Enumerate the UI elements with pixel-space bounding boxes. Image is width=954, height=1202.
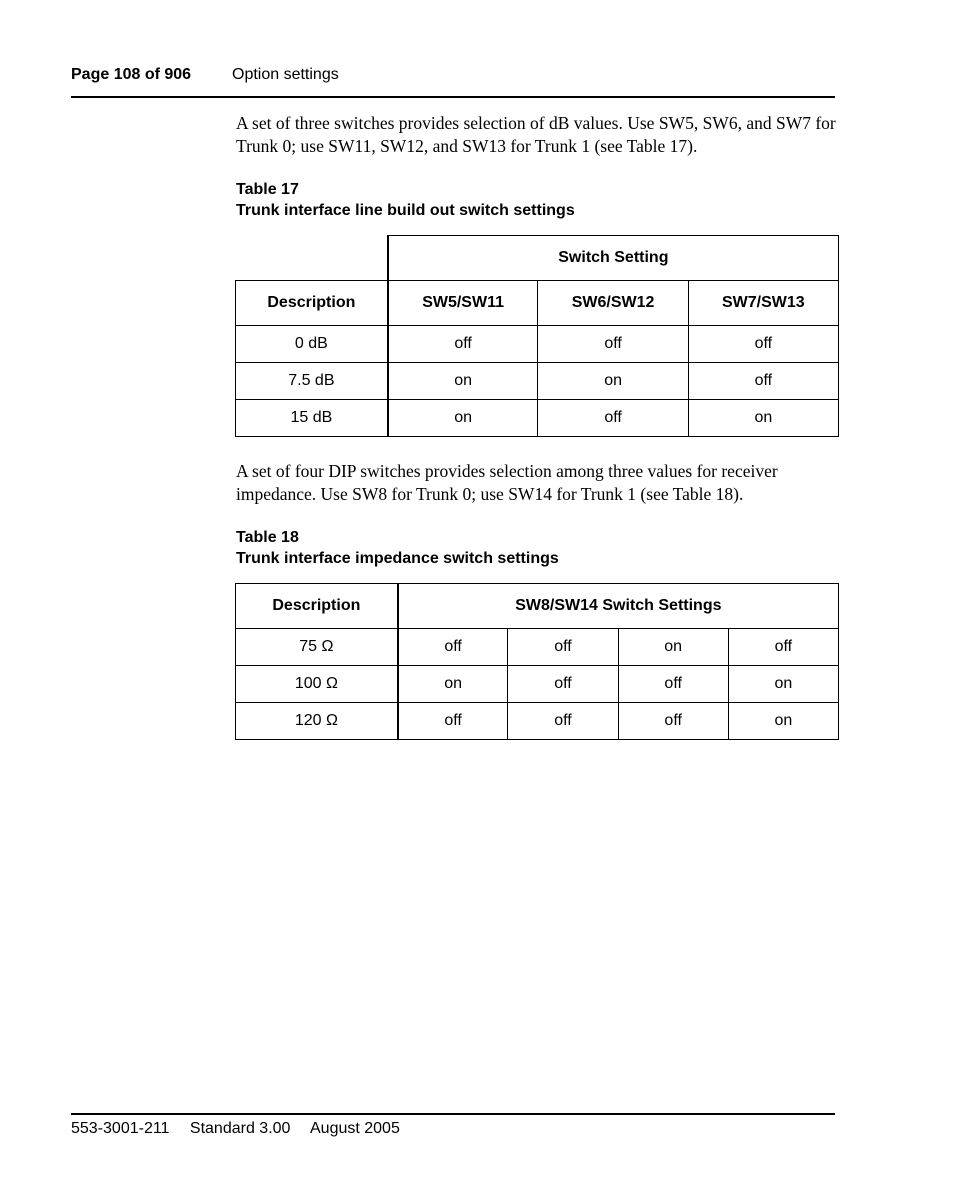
column-header-cell: SW7/SW13 [688, 281, 838, 326]
table-cell: on [538, 363, 688, 400]
description-header-cell: Description [236, 281, 388, 326]
table-cell: on [618, 629, 728, 666]
table-cell: off [688, 326, 838, 363]
table-cell: 100 Ω [236, 666, 398, 703]
table-cell: off [508, 703, 618, 740]
doc-number: 553-3001-211 [71, 1120, 170, 1137]
table-cell: 0 dB [236, 326, 388, 363]
table-row [236, 400, 839, 437]
table-17-number: Table 17 [236, 181, 299, 198]
table-cell: on [728, 666, 838, 703]
table-cell: 75 Ω [236, 629, 398, 666]
description-header-cell: Description [236, 584, 398, 629]
table-18 [235, 583, 839, 740]
table-row [236, 666, 839, 703]
table-row [236, 363, 839, 400]
table-cell: off [688, 363, 838, 400]
table-17-caption [236, 179, 836, 221]
table-row [236, 584, 839, 629]
table-cell: on [388, 400, 538, 437]
table-cell: 120 Ω [236, 703, 398, 740]
page-number: Page 108 of 906 [71, 66, 192, 83]
empty-corner-cell [236, 236, 388, 281]
section-title: Option settings [232, 66, 339, 83]
table-cell: off [388, 326, 538, 363]
table-row [236, 629, 839, 666]
table-18-caption [236, 527, 836, 569]
table-cell: 15 dB [236, 400, 388, 437]
table-cell: 7.5 dB [236, 363, 388, 400]
table-cell: off [508, 666, 618, 703]
table-row [236, 703, 839, 740]
table-cell: on [398, 666, 508, 703]
table-cell: on [388, 363, 538, 400]
table-cell: off [398, 629, 508, 666]
table-18-title: Trunk interface impedance switch settings [236, 550, 559, 567]
table-row [236, 236, 839, 281]
table-17-title: Trunk interface line build out switch settings [236, 202, 575, 219]
group-header-cell: SW8/SW14 Switch Settings [398, 584, 839, 629]
table-row [236, 326, 839, 363]
table-row [236, 281, 839, 326]
page-footer [71, 1113, 835, 1138]
publication-date: August 2005 [310, 1120, 400, 1137]
table-cell: off [618, 703, 728, 740]
table-17 [235, 235, 839, 437]
standard-version: Standard 3.00 [189, 1120, 291, 1137]
table-cell: off [538, 400, 688, 437]
column-header-cell: SW6/SW12 [538, 281, 688, 326]
table-18-number: Table 18 [236, 529, 299, 546]
paragraph-impedance: A set of four DIP switches provides selection among three values for receiver impedance. Use SW8 for Trunk 0; use SW14 for Trunk 1 (see Table 18). [236, 461, 778, 504]
group-header-cell: Switch Setting [388, 236, 839, 281]
table-cell: off [398, 703, 508, 740]
table-cell: off [728, 629, 838, 666]
column-header-cell: SW5/SW11 [388, 281, 538, 326]
table-cell: off [538, 326, 688, 363]
table-cell: off [508, 629, 618, 666]
table-cell: on [688, 400, 838, 437]
page-header [71, 66, 835, 98]
table-cell: off [618, 666, 728, 703]
paragraph-line-build-out: A set of three switches provides selection of dB values. Use SW5, SW6, and SW7 for Trunk 0; use SW11, SW12, and SW13 for Trunk 1 (see Table 17). [236, 113, 836, 156]
table-cell: on [728, 703, 838, 740]
